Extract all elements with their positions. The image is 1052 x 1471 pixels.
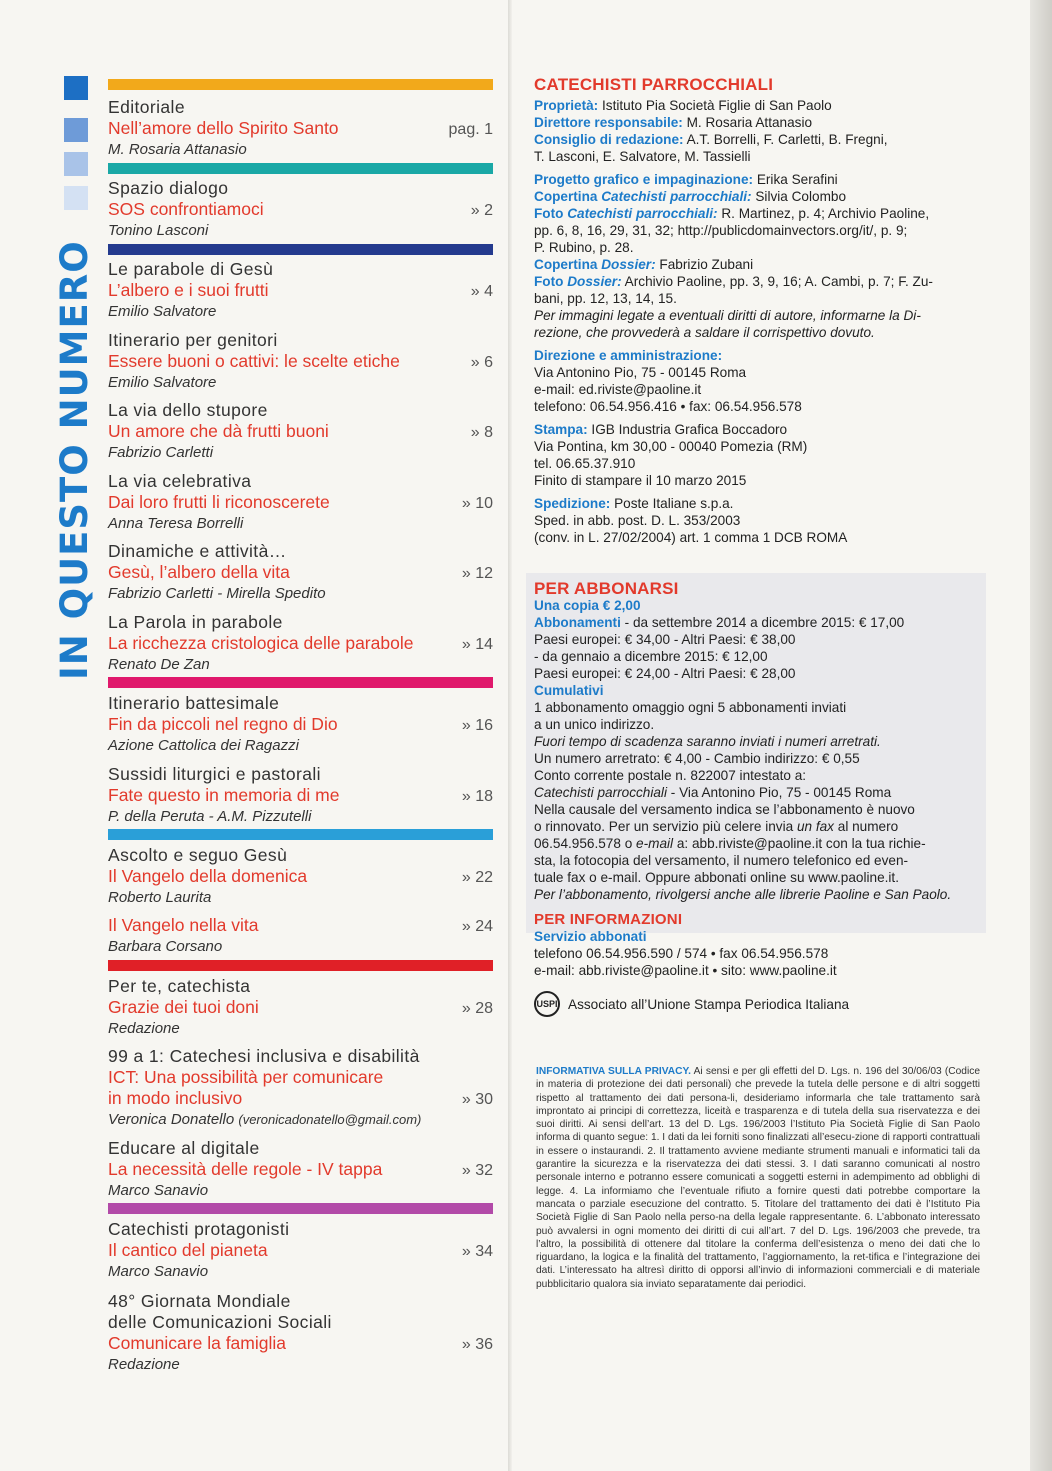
toc-article-link[interactable] bbox=[108, 1067, 493, 1088]
toc-author bbox=[108, 1110, 493, 1130]
toc-author: Fabrizio Carletti - Mirella Spedito bbox=[108, 585, 326, 602]
colophon bbox=[534, 76, 984, 546]
toc-article-link[interactable] bbox=[108, 1333, 493, 1355]
toc-entry-3 bbox=[108, 259, 493, 322]
toc-page: » 10 bbox=[461, 495, 493, 512]
label: Copertina bbox=[534, 189, 598, 204]
value: Sped. in abb. post. D. L. 353/2003 bbox=[534, 513, 741, 528]
toc-title: ICT: Una possibilità per comunicare bbox=[108, 1067, 384, 1087]
toc-section: Educare al digitale bbox=[108, 1138, 260, 1158]
toc-title: Essere buoni o cattivi: le scelte etiche bbox=[108, 351, 400, 371]
toc-author: Barbara Corsano bbox=[108, 938, 223, 955]
toc-section: Itinerario per genitori bbox=[108, 330, 278, 350]
toc-section: 99 a 1: Catechesi inclusiva e disabilità bbox=[108, 1046, 420, 1066]
value: un fax bbox=[796, 819, 834, 834]
toc-bar-teal bbox=[108, 163, 493, 174]
value: 06.54.956.578 o bbox=[534, 836, 637, 851]
toc-title: Fate questo in memoria di me bbox=[108, 785, 340, 805]
label: Progetto grafico e impaginazione: bbox=[534, 172, 754, 187]
toc-article-link[interactable] bbox=[108, 633, 493, 655]
toc-page: pag. 1 bbox=[448, 121, 493, 138]
value: Finito di stampare il 10 marzo 2015 bbox=[534, 473, 747, 488]
rights-note: Per immagini legate a eventuali diritti di autore, informarne la Di- bbox=[534, 308, 921, 323]
toc-title: Nell’amore dello Spirito Santo bbox=[108, 118, 339, 138]
value: Associato all’Unione Stampa Periodica Italiana bbox=[568, 996, 850, 1012]
single-copy-price: Una copia € 2,00 bbox=[534, 598, 641, 613]
toc-article-link[interactable] bbox=[108, 1088, 493, 1110]
toc-author: Renato De Zan bbox=[108, 656, 210, 673]
toc-article-link[interactable] bbox=[108, 351, 493, 373]
toc-page: » 4 bbox=[470, 283, 493, 300]
toc-article-link[interactable] bbox=[108, 118, 493, 140]
toc-entry-9 bbox=[108, 693, 493, 756]
value: Via Antonino Pio, 75 - 00145 Roma bbox=[534, 365, 747, 380]
toc-article-link[interactable] bbox=[108, 866, 493, 888]
toc-bar-purple bbox=[108, 1203, 493, 1214]
value: IGB Industria Grafica Boccadoro bbox=[591, 422, 788, 437]
toc-page: » 32 bbox=[461, 1162, 493, 1179]
value: 1 abbonamento omaggio ogni 5 abbonamenti inviati bbox=[534, 700, 847, 715]
toc-title-2: in modo inclusivo bbox=[108, 1088, 243, 1108]
value: Nella causale del versamento indica se l’abbonamento è nuovo bbox=[534, 802, 915, 817]
toc-article-link[interactable] bbox=[108, 714, 493, 736]
subscription-info bbox=[534, 580, 984, 1017]
toc-title: Grazie dei tuoi doni bbox=[108, 997, 259, 1017]
toc-author: Marco Sanavio bbox=[108, 1263, 209, 1280]
toc-section: Le parabole di Gesù bbox=[108, 259, 274, 279]
value: tuale fax o e-mail. Oppure abbonati online su www.paoline.it. bbox=[534, 870, 899, 885]
rights-note: rezione, che provvederà a saldare il corrispettivo dovuto. bbox=[534, 325, 875, 340]
value: telefono 06.54.956.590 / 574 • fax 06.54.956.578 bbox=[534, 946, 829, 961]
value: Un numero arretrato: € 4,00 - Cambio indirizzo: € 0,55 bbox=[534, 751, 860, 766]
label: Direzione e amministrazione: bbox=[534, 348, 723, 363]
value: Paesi europei: € 24,00 - Altri Paesi: € 28,00 bbox=[534, 666, 796, 681]
toc-section: La Parola in parabole bbox=[108, 612, 283, 632]
toc-bar-magenta bbox=[108, 677, 493, 688]
info-title: PER INFORMAZIONI bbox=[534, 911, 683, 928]
toc-author: Emilio Salvatore bbox=[108, 374, 217, 391]
label: Proprietà: bbox=[534, 98, 599, 113]
toc-article-link[interactable] bbox=[108, 199, 493, 221]
value: - da settembre 2014 a dicembre 2015: € 17,00 bbox=[620, 615, 905, 630]
value: Per l’abbonamento, rivolgersi anche alle librerie Paoline e San Paolo. bbox=[534, 887, 952, 902]
toc-entry-10 bbox=[108, 764, 493, 827]
toc-title: Dai loro frutti li riconoscerete bbox=[108, 492, 330, 512]
toc-title: Fin da piccoli nel regno di Dio bbox=[108, 714, 338, 734]
toc-author: Marco Sanavio bbox=[108, 1182, 209, 1199]
toc-section: Catechisti protagonisti bbox=[108, 1219, 290, 1239]
toc-title: La necessità delle regole - IV tappa bbox=[108, 1159, 383, 1179]
toc-entry-15 bbox=[108, 1138, 493, 1201]
value: A.T. Borrelli, F. Carletti, B. Fregni, bbox=[686, 132, 888, 147]
toc-section: 48° Giornata Mondiale bbox=[108, 1291, 291, 1311]
toc-section: Per te, catechista bbox=[108, 976, 251, 996]
toc-author: Fabrizio Carletti bbox=[108, 444, 214, 461]
label: Abbonamenti bbox=[534, 615, 621, 630]
toc-entry-13 bbox=[108, 976, 493, 1039]
toc-title: Un amore che dà frutti buoni bbox=[108, 421, 329, 441]
toc-page: » 22 bbox=[461, 869, 493, 886]
toc-author-email: (veronicadonatello@gmail.com) bbox=[238, 1112, 422, 1127]
toc-entry-17 bbox=[108, 1291, 493, 1375]
toc-title: SOS confrontiamoci bbox=[108, 199, 264, 219]
toc-section-2: delle Comunicazioni Sociali bbox=[108, 1312, 332, 1332]
toc-author: Roberto Laurita bbox=[108, 889, 212, 906]
value: o rinnovato. Per un servizio più celere invia bbox=[534, 819, 797, 834]
label: Servizio abbonati bbox=[534, 929, 647, 944]
toc-page: » 18 bbox=[461, 788, 493, 805]
value: al numero bbox=[833, 819, 899, 834]
value: Poste Italiane s.p.a. bbox=[614, 496, 734, 511]
label: Consiglio di redazione: bbox=[534, 132, 684, 147]
toc-section: Sussidi liturgici e pastorali bbox=[108, 764, 321, 784]
toc-author-name: Veronica Donatello bbox=[108, 1111, 235, 1128]
toc-page: » 2 bbox=[470, 202, 493, 219]
toc-page: » 30 bbox=[461, 1091, 493, 1108]
toc-article-link[interactable] bbox=[108, 997, 493, 1019]
toc-entry-11 bbox=[108, 845, 493, 908]
page-edge bbox=[1030, 0, 1052, 1471]
toc-author: Anna Teresa Borrelli bbox=[108, 515, 244, 532]
subscribe-title: PER ABBONARSI bbox=[534, 579, 679, 598]
toc-article-link[interactable] bbox=[108, 1240, 493, 1262]
toc-article-link[interactable] bbox=[108, 562, 493, 584]
toc-entry-5 bbox=[108, 400, 493, 463]
privacy-title: INFORMATIVA SULLA PRIVACY. bbox=[536, 1066, 692, 1077]
toc-page: » 8 bbox=[470, 424, 493, 441]
toc-entry-16 bbox=[108, 1219, 493, 1282]
toc-author: M. Rosaria Attanasio bbox=[108, 141, 247, 158]
value: e-mail: abb.riviste@paoline.it • sito: www.paoline.it bbox=[534, 963, 837, 978]
label: Foto bbox=[534, 274, 564, 289]
label: Dossier: bbox=[601, 257, 656, 272]
toc-page: » 34 bbox=[461, 1243, 493, 1260]
toc-section: Itinerario battesimale bbox=[108, 693, 280, 713]
toc-article-link[interactable] bbox=[108, 915, 493, 937]
toc-author: Tonino Lasconi bbox=[108, 222, 209, 239]
toc-page: » 36 bbox=[461, 1336, 493, 1353]
toc-page: » 6 bbox=[470, 354, 493, 371]
toc-section: Spazio dialogo bbox=[108, 178, 229, 198]
value: - da gennaio a dicembre 2015: € 12,00 bbox=[534, 649, 768, 664]
toc-title: Gesù, l’albero della vita bbox=[108, 562, 290, 582]
toc-page: » 12 bbox=[461, 565, 493, 582]
toc-article-link[interactable] bbox=[108, 421, 493, 443]
toc-bar-blue bbox=[108, 829, 493, 840]
uspi-association bbox=[534, 991, 984, 1017]
uspi-logo-icon: USPI bbox=[534, 991, 560, 1017]
toc-section: Ascolto e seguo Gesù bbox=[108, 845, 288, 865]
value: (conv. in L. 27/02/2004) art. 1 comma 1 DCB ROMA bbox=[534, 530, 848, 545]
privacy-text: Ai sensi e per gli effetti del D. Lgs. n. 196 del 30/06/03 (Codice in materia di protezione dei dati personali) che prevede la tutela delle persone e di altri soggetti rispetto al trattamento dei dati persona-li, desideriamo informarla che tale trattamento sarà improntato ai principi di correttezza, liceità e trasparenza e di tutela della sua riservatezza e dei suoi diritti. Ai sensi dell’art. 13 del D. Lgs. 196/2003 l’Istituto Pia Società Figlie di San Paolo informa di quanto segue: 1. I dati da lei forniti sono finalizzati all’esecu-zione di rapporti contrattuali in essere o instaurandi. 2. Il trattamento avviene mediante strumenti manuali e informatici tali da garantire la sicurezza e la riservatezza dei dati stessi. 3. I dati saranno comunicati al nostro personale interno e potranno essere comunicati a soggetti esterni in adempimento ad obblighi di legge. 4. La informiamo che l’eventuale rifiuto a fornire questi dati potrebbe comportare la mancata o parziale esecuzione del contratto. 5. Titolare del trattamento dei dati è l’Istituto Pia Società Figlie di San Paolo nella perso-na della legale rappresentante. 6. L’abbonato interessato può avvalersi in ogni momento dei diritti di cui all’art. 7 del D. Lgs. 196/2003 che prevede, tra l’altro, la possibilità di ottenere dal titolare la conferma dell’esistenza o meno dei dati che lo riguardano, la logica e la finalità del trattamento, l’aggiornamento, la ret-tifica e l’integrazione dei dati. L’interessato ha altresì diritto di opporsi all’invio di informazioni commerciali e di materiale pubblicitario qualora sia inviato separatamente dai periodici. bbox=[536, 1066, 980, 1290]
value: tel. 06.65.37.910 bbox=[534, 456, 636, 471]
privacy-notice bbox=[536, 1065, 980, 1291]
label: Foto bbox=[534, 206, 564, 221]
label: Catechisti parrocchiali: bbox=[601, 189, 752, 204]
value: e-mail: ed.riviste@paoline.it bbox=[534, 382, 702, 397]
toc-author: Emilio Salvatore bbox=[108, 303, 217, 320]
value: bani, pp. 12, 13, 14, 15. bbox=[534, 291, 677, 306]
label: Stampa: bbox=[534, 422, 588, 437]
value: Paesi europei: € 34,00 - Altri Paesi: € 38,00 bbox=[534, 632, 796, 647]
toc-page: » 24 bbox=[461, 918, 493, 935]
toc-page: » 28 bbox=[461, 1000, 493, 1017]
vertical-title: IN QUESTO NUMERO bbox=[53, 240, 96, 680]
toc-entry-2 bbox=[108, 178, 493, 241]
toc-title: Il Vangelo della domenica bbox=[108, 866, 308, 886]
toc-author: Azione Cattolica dei Ragazzi bbox=[108, 737, 299, 754]
value: - Via Antonino Pio, 75 - 00145 Roma bbox=[666, 785, 892, 800]
toc-bar-red bbox=[108, 960, 493, 971]
value: Fuori tempo di scadenza saranno inviati i numeri arretrati. bbox=[534, 734, 881, 749]
toc-entry-1 bbox=[108, 97, 493, 160]
label: Copertina bbox=[534, 257, 598, 272]
page-gutter bbox=[508, 0, 512, 1471]
toc-bar-orange bbox=[108, 79, 493, 90]
label: Catechisti parrocchiali: bbox=[567, 206, 718, 221]
toc-entry-14 bbox=[108, 1046, 493, 1130]
toc-author: P. della Peruta - A.M. Pizzutelli bbox=[108, 808, 312, 825]
value: Archivio Paoline, pp. 3, 9, 16; A. Cambi, p. 7; F. Zu- bbox=[624, 274, 933, 289]
toc-section: Editoriale bbox=[108, 97, 185, 117]
toc-title: La ricchezza cristologica delle parabole bbox=[108, 633, 414, 653]
toc-entry-4 bbox=[108, 330, 493, 393]
value: a: abb.riviste@paoline.it con la tua richie- bbox=[673, 836, 926, 851]
toc-bar-navy bbox=[108, 244, 493, 255]
toc-section: Dinamiche e attività… bbox=[108, 541, 287, 561]
label: Dossier: bbox=[567, 274, 622, 289]
value: T. Lasconi, E. Salvatore, M. Tassielli bbox=[534, 149, 751, 164]
value: Catechisti parrocchiali bbox=[534, 785, 667, 800]
value: Istituto Pia Società Figlie di San Paolo bbox=[602, 98, 832, 113]
label: Cumulativi bbox=[534, 683, 604, 698]
value: M. Rosaria Attanasio bbox=[686, 115, 813, 130]
value: Conto corrente postale n. 822007 intestato a: bbox=[534, 768, 807, 783]
toc-entry-7 bbox=[108, 541, 493, 604]
toc-title: L’albero e i suoi frutti bbox=[108, 280, 269, 300]
toc-page: » 16 bbox=[461, 717, 493, 734]
label: Spedizione: bbox=[534, 496, 611, 511]
toc-title: Il Vangelo nella vita bbox=[108, 915, 259, 935]
toc-article-link[interactable] bbox=[108, 492, 493, 514]
value: P. Rubino, p. 28. bbox=[534, 240, 634, 255]
toc-entry-6 bbox=[108, 471, 493, 534]
toc-section: La via celebrativa bbox=[108, 471, 252, 491]
toc-title: Comunicare la famiglia bbox=[108, 1333, 286, 1353]
value: pp. 6, 8, 16, 29, 31, 32; http://publicdomainvectors.org/it/, p. 9; bbox=[534, 223, 908, 238]
toc-entry-8 bbox=[108, 612, 493, 675]
value: Silvia Colombo bbox=[755, 189, 847, 204]
label: Direttore responsabile: bbox=[534, 115, 683, 130]
value: a un unico indirizzo. bbox=[534, 717, 655, 732]
value: sta, la fotocopia del versamento, il numero telefonico ed even- bbox=[534, 853, 909, 868]
toc-entry-12 bbox=[108, 915, 493, 957]
toc-title: Il cantico del pianeta bbox=[108, 1240, 268, 1260]
toc-article-link[interactable] bbox=[108, 785, 493, 807]
toc-author: Redazione bbox=[108, 1020, 180, 1037]
toc-section: La via dello stupore bbox=[108, 400, 268, 420]
value: Via Pontina, km 30,00 - 00040 Pomezia (RM) bbox=[534, 439, 808, 454]
magazine-title: CATECHISTI PARROCCHIALI bbox=[534, 75, 774, 94]
toc-page: » 14 bbox=[461, 636, 493, 653]
value: R. Martinez, p. 4; Archivio Paoline, bbox=[721, 206, 930, 221]
toc-article-link[interactable] bbox=[108, 280, 493, 302]
value: telefono: 06.54.956.416 • fax: 06.54.956.578 bbox=[534, 399, 802, 414]
value: Erika Serafini bbox=[756, 172, 838, 187]
side-square-1 bbox=[64, 76, 88, 100]
toc-article-link[interactable] bbox=[108, 1159, 493, 1181]
value: Fabrizio Zubani bbox=[659, 257, 754, 272]
toc-author: Redazione bbox=[108, 1356, 180, 1373]
value: e-mail bbox=[636, 836, 674, 851]
